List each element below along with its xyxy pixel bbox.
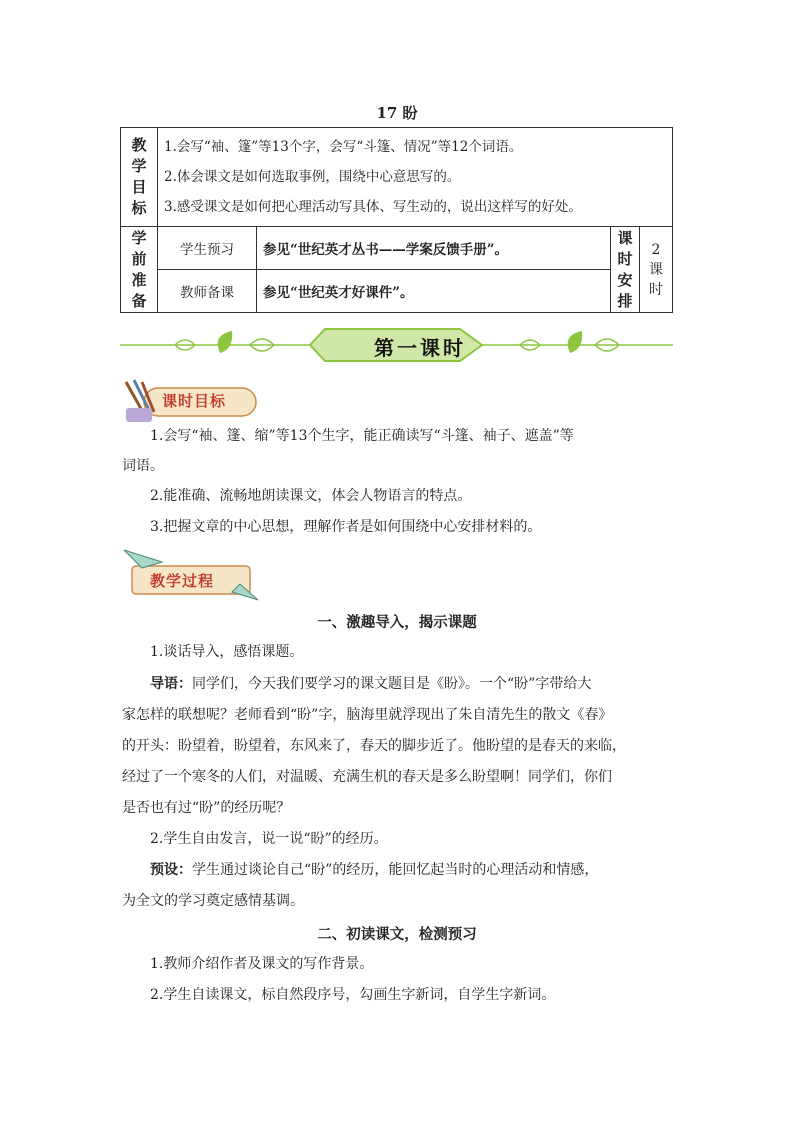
banner-title: 第一课时: [374, 336, 466, 360]
process-tag-label: 教学过程: [150, 572, 215, 590]
process-item: 1.谈话导入，感悟课题。: [150, 644, 304, 660]
teacher-prep-label: 教师备课: [158, 270, 257, 313]
guide-paragraph: 导语：同学们，今天我们要学习的课文题目是《盼》。一个“盼”字带给大: [150, 676, 592, 692]
guide-line: 家怎样的联想呢？老师看到“盼”字，脑海里就浮现出了朱自清先生的散文《春》: [122, 707, 613, 723]
preset-paragraph: 预设：学生通过谈论自己“盼”的经历，能回忆起当时的心理活动和情感，: [150, 862, 599, 878]
hours-header: 课 时 安 排: [611, 227, 640, 313]
hours-value: 2 课 时: [640, 227, 673, 313]
goal-item: 2.体会课文是如何选取事例，围绕中心意思写的。: [164, 169, 461, 185]
teacher-prep-value: 参见“世纪英才好课件”。: [257, 270, 611, 313]
guide-line: 是否也有过“盼”的经历呢？: [122, 800, 291, 816]
goal-item: 1.会写“袖、篷”等13个字，会写“斗篷、情况”等12个词语。: [164, 139, 523, 155]
student-preview-label: 学生预习: [158, 227, 257, 270]
process-item: 1.教师介绍作者及课文的写作背景。: [150, 956, 374, 972]
page-title: 17 盼: [376, 104, 418, 122]
guide-line: 经过了一个寒冬的人们，对温暖、充满生机的春天是多么盼望啊！同学们，你们: [122, 769, 612, 785]
objectives-tag-label: 课时目标: [162, 392, 227, 410]
section-heading: 一、激趣导入，揭示课题: [317, 614, 477, 631]
objective-item: 2.能准确、流畅地朗读课文，体会人物语言的特点。: [150, 488, 472, 504]
objectives-tag: [122, 378, 262, 426]
guide-label: 导语：: [150, 676, 192, 692]
preset-line: 为全文的学习奠定感情基调。: [122, 893, 304, 909]
goals-cell: [158, 128, 673, 227]
section-heading: 二、初读课文，检测预习: [317, 926, 477, 943]
goal-item: 3.感受课文是如何把心理活动写具体、写生动的，说出这样写的好处。: [164, 199, 582, 215]
preset-label: 预设：: [150, 862, 192, 878]
lesson-plan-table: [120, 127, 673, 313]
goals-header: 教 学 目 标: [121, 128, 158, 227]
objective-item-cont: 词语。: [122, 458, 164, 474]
process-tag: [122, 548, 262, 596]
objective-item: 1.会写“袖、篷、缩”等13个生字，能正确读写“斗篷、袖子、遮盖”等: [150, 428, 574, 444]
process-item: 2.学生自由发言，说一说“盼”的经历。: [150, 831, 388, 847]
objective-item: 3.把握文章的中心思想，理解作者是如何围绕中心安排材料的。: [150, 519, 542, 535]
guide-line: 的开头：盼望着，盼望着，东风来了，春天的脚步近了。他盼望的是春天的来临，: [122, 738, 626, 754]
process-item: 2.学生自读课文，标自然段序号，勾画生字新词，自学生字新词。: [150, 987, 556, 1003]
lesson-banner: [120, 323, 673, 367]
student-preview-value: 参见“世纪英才丛书——学案反馈手册”。: [257, 227, 611, 270]
prep-header: 学 前 准 备: [121, 227, 158, 313]
